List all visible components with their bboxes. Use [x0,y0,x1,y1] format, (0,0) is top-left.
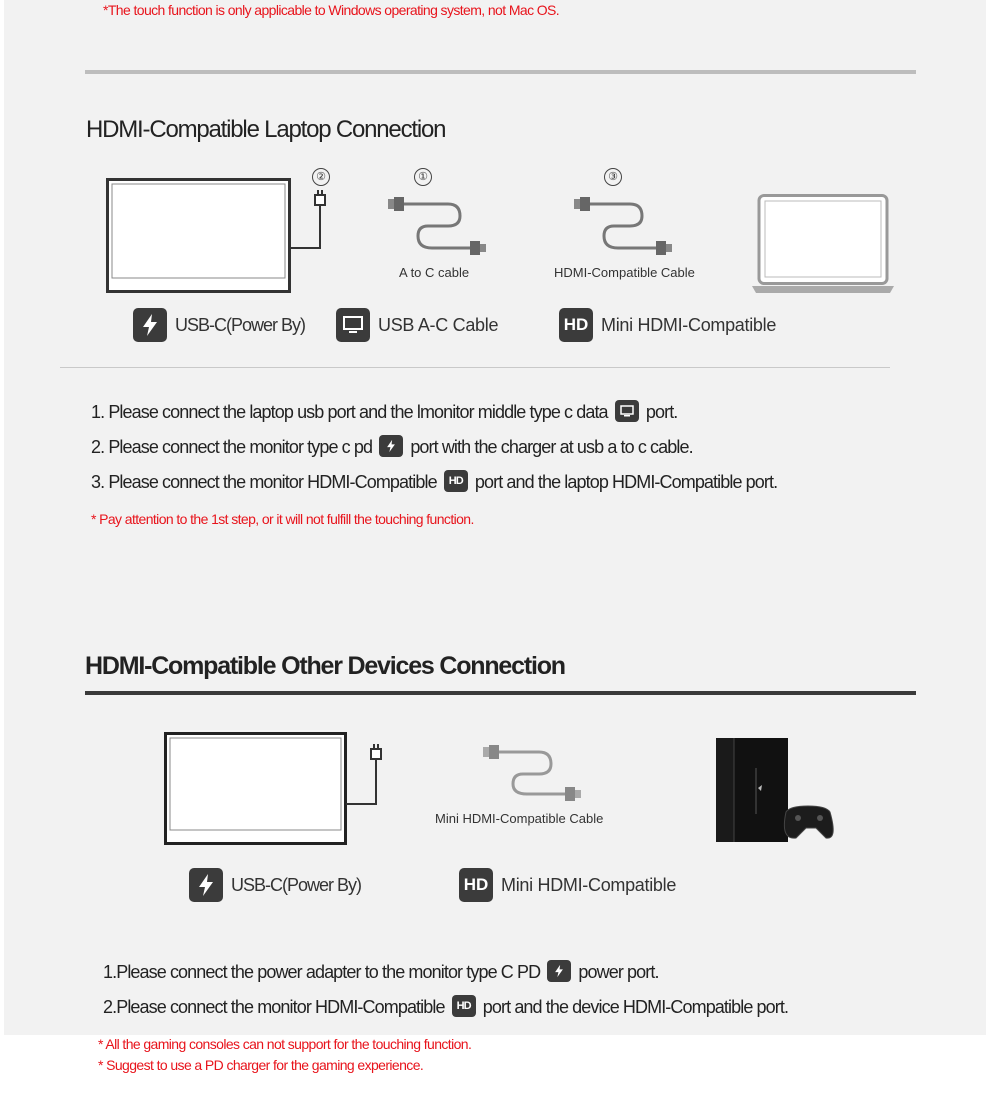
hdmi-cable-icon [574,196,674,256]
legend-label: USB-C(Power By) [175,314,306,335]
legend-mini-hdmi [459,868,676,902]
game-console-illustration [716,738,832,844]
hd-icon: HD [444,470,468,492]
laptop-step-3: 3. Please connect the monitor HDMI-Compatible HD port and the laptop HDMI-Compatible port. [91,472,778,492]
monitor-icon [615,400,639,422]
lightning-icon [379,435,403,457]
devices-section-title: HDMI-Compatible Other Devices Connection [85,652,565,680]
mini-hdmi-cable-icon [483,744,583,804]
legend-mini-hdmi [559,308,776,342]
section-divider [85,70,916,74]
hd-icon: HD [459,868,493,902]
lightning-icon [189,868,223,902]
touch-windows-note: *The touch function is only applicable to Windows operating system, not Mac OS. [103,2,560,18]
legend-label: USB-C(Power By) [231,874,362,895]
laptop-section-title: HDMI-Compatible Laptop Connection [86,116,446,143]
legend-label: USB A-C Cable [378,314,499,335]
legend-label: Mini HDMI-Compatible [501,874,677,895]
hd-icon: HD [559,308,593,342]
a-to-c-cable-icon [388,196,488,256]
section-divider [85,691,916,695]
devices-step-1: 1.Please connect the power adapter to the monitor type C PD power port. [103,962,659,982]
laptop-touch-note: * Pay attention to the 1st step, or it will not fulfill the touching function. [91,511,474,527]
hdmi-cable-caption: HDMI-Compatible Cable [554,265,695,280]
console-touch-note: * All the gaming consoles can not support for the touching function. [98,1036,472,1052]
thin-divider [60,367,890,368]
legend-usb-c-power [133,308,305,342]
a-to-c-cable-caption: A to C cable [399,265,470,280]
mini-hdmi-cable-caption: Mini HDMI-Compatible Cable [435,811,604,826]
marker-3: ③ [604,168,622,186]
marker-1: ① [414,168,432,186]
laptop-step-1: 1. Please connect the laptop usb port and the lmonitor middle type c data port. [91,402,678,422]
laptop-illustration [752,194,894,296]
lightning-icon [133,308,167,342]
legend-usb-c-power [189,868,361,902]
marker-2: ② [312,168,330,186]
portable-monitor-illustration [164,732,386,848]
pd-charger-note: * Suggest to use a PD charger for the gaming experience. [98,1057,424,1073]
monitor-icon [336,308,370,342]
portable-monitor-illustration [106,178,326,298]
legend-label: Mini HDMI-Compatible [601,314,777,335]
hd-icon: HD [452,995,476,1017]
laptop-step-2: 2. Please connect the monitor type c pd port with the charger at usb a to c cable. [91,437,693,457]
legend-usb-a-c-cable [336,308,498,342]
lightning-icon [547,960,571,982]
devices-step-2: 2.Please connect the monitor HDMI-Compatible HD port and the device HDMI-Compatible port. [103,997,789,1017]
